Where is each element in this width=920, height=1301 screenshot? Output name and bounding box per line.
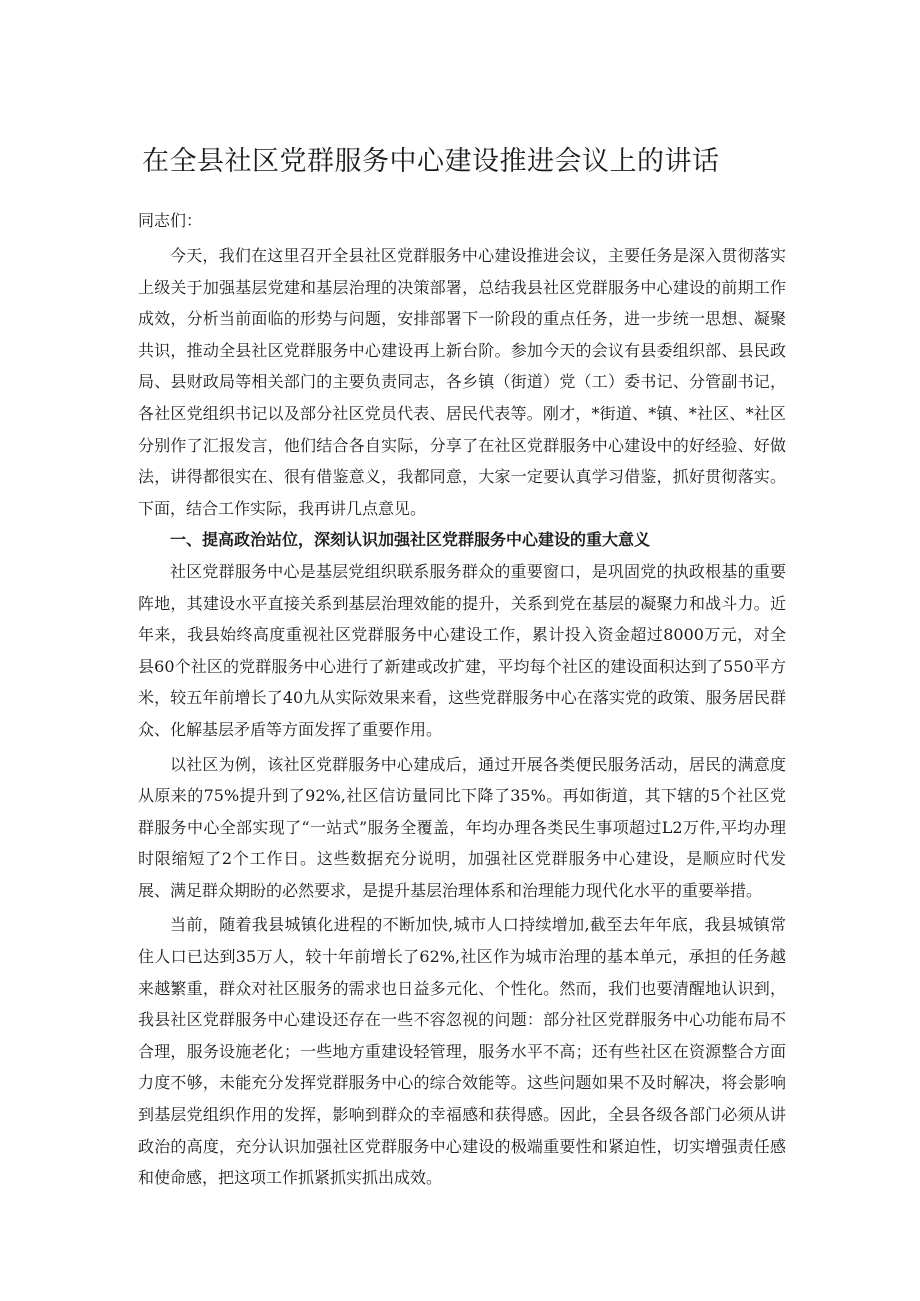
section-1-heading: 一、提高政治站位，深刻认识加强社区党群服务中心建设的重大意义 xyxy=(170,530,651,550)
salutation: 同志们： xyxy=(138,211,203,230)
section-1-paragraph-1: 社区党群服务中心是基层党组织联系服务群众的重要窗口，是巩固党的执政根基的重要阵地，其建设水平直接关系到基层治理效能的提升，关系到党在基层的凝聚力和战斗力。近年来，我县始终高度重视社区党群服务中心建设工作，累计投入资金超过8000万元，对全县60个社区的党群服务中心进行了新建或改扩建，平均每个社区的建设面积达到了550平方米，较五年前增长了40九从实际效果来看，这些党群服务中心在落实党的政策、服务居民群众、化解基层矛盾等方面发挥了重要作用。 xyxy=(138,561,786,739)
intro-paragraph: 今天，我们在这里召开全县社区党群服务中心建设推进会议，主要任务是深入贯彻落实上级关于加强基层党建和基层治理的决策部署，总结我县社区党群服务中心建设的前期工作成效，分析当前面临的形势与问题，安排部署下一阶段的重点任务，进一步统一思想、凝聚共识，推动全县社区党群服务中心建设再上新台阶。参加今天的会议有县委组织部、县民政局、县财政局等相关部门的主要负责同志，各乡镇（街道）党（工）委书记、分管副书记，各社区党组织书记以及部分社区党员代表、居民代表等。刚才，*街道、*镇、*社区、*社区分别作了汇报发言，他们结合各自实际，分享了在社区党群服务中心建设中的好经验、好做法，讲得都很实在、很有借鉴意义，我都同意，大家一定要认真学习借鉴，抓好贯彻落实。下面，结合工作实际，我再讲几点意见。 xyxy=(138,246,786,518)
section-1-paragraph-3: 当前，随着我县城镇化进程的不断加快,城市人口持续增加,截至去年年底，我县城镇常住人口已达到35万人，较十年前增长了62%,社区作为城市治理的基本单元，承担的任务越来越繁重，群众对社区服务的需求也日益多元化、个性化。然而，我们也要清醒地认识到，我县社区党群服务中心建设还存在一些不容忽视的问题：部分社区党群服务中心功能布局不合理，服务设施老化；一些地方重建设轻管理，服务水平不高；还有些社区在资源整合方面力度不够，未能充分发挥党群服务中心的综合效能等。这些问题如果不及时解决，将会影响到基层党组织作用的发挥，影响到群众的幸福感和获得感。因此，全县各级各部门必须从讲政治的高度，充分认识加强社区党群服务中心建设的极端重要性和紧迫性，切实增强责任感和使命感，把这项工作抓紧抓实抓出成效。 xyxy=(138,915,786,1188)
document-page xyxy=(138,138,786,1194)
document-title: 在全县社区党群服务中心建设推进会议上的讲话 xyxy=(142,146,720,177)
section-1-paragraph-2: 以社区为例，该社区党群服务中心建成后，通过开展各类便民服务活动，居民的满意度从原来的75%提升到了92%,社区信访量同比下降了35%。再如街道，其下辖的5个社区党群服务中心全部实现了“一站式”服务全覆盖，年均办理各类民生事项超过L2万件,平均办理时限缩短了2个工作日。这些数据充分说明，加强社区党群服务中心建设，是顺应时代发展、满足群众期盼的必然要求，是提升基层治理体系和治理能力现代化水平的重要举措。 xyxy=(138,754,786,900)
